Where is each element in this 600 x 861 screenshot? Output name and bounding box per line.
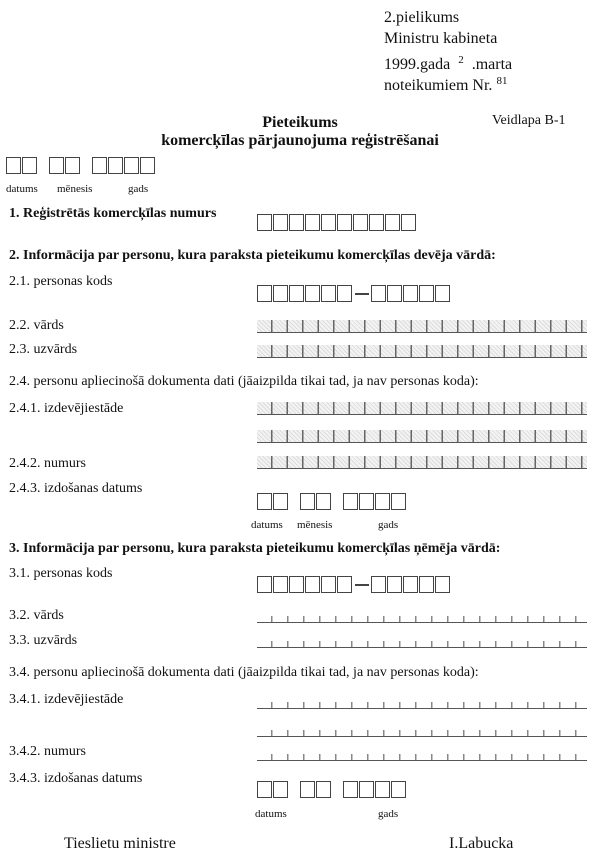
entry-box[interactable]: [305, 576, 320, 593]
entry-box[interactable]: [305, 214, 320, 231]
s2-date-year-label: gads: [378, 519, 399, 531]
entry-box[interactable]: [337, 214, 352, 231]
entry-box[interactable]: [435, 285, 450, 302]
s2-issuer-field-1[interactable]: [257, 402, 587, 415]
date-day-label: datums: [6, 183, 38, 195]
entry-box[interactable]: [49, 157, 64, 174]
code-separator-dash: [355, 584, 369, 586]
s2-last-name-label: 2.3. uzvārds: [9, 342, 78, 357]
entry-box[interactable]: [403, 576, 418, 593]
entry-box[interactable]: [387, 285, 402, 302]
box-gap: [289, 781, 300, 798]
box-gap: [332, 493, 343, 510]
s2-number-field[interactable]: [257, 456, 587, 469]
entry-box[interactable]: [65, 157, 80, 174]
s3-first-name-field[interactable]: [257, 612, 587, 623]
entry-box[interactable]: [289, 576, 304, 593]
entry-box[interactable]: [316, 493, 331, 510]
entry-box[interactable]: [140, 157, 155, 174]
entry-box[interactable]: [273, 576, 288, 593]
entry-box[interactable]: [321, 285, 336, 302]
entry-box[interactable]: [403, 285, 418, 302]
entry-box[interactable]: [321, 214, 336, 231]
entry-box[interactable]: [337, 576, 352, 593]
entry-box[interactable]: [6, 157, 21, 174]
entry-box[interactable]: [353, 214, 368, 231]
entry-box[interactable]: [401, 214, 416, 231]
form-subtitle: komercķīlas pārjaunojuma reģistrēšanai: [161, 132, 439, 149]
entry-box[interactable]: [289, 285, 304, 302]
entry-box[interactable]: [385, 214, 400, 231]
s2-issuer-label: 2.4.1. izdevējiestāde: [9, 401, 124, 416]
box-gap: [289, 493, 300, 510]
entry-box[interactable]: [92, 157, 107, 174]
s3-date-year-label: gads: [378, 808, 399, 820]
entry-box[interactable]: [273, 285, 288, 302]
entry-box[interactable]: [359, 493, 374, 510]
regulation-date: 1999.gada $^2$ .marta: [384, 54, 513, 73]
entry-box[interactable]: [375, 493, 390, 510]
box-gap: [332, 781, 343, 798]
s2-personal-code-label: 2.1. personas kods: [9, 274, 113, 289]
s3-issue-date-label: 3.4.3. izdošanas datums: [9, 771, 143, 786]
entry-box[interactable]: [257, 214, 272, 231]
regulation-number: noteikumiem Nr. $^{81}$: [384, 75, 508, 94]
s3-id-doc-label: 3.4. personu apliecinošā dokumenta dati (jāaizpilda tikai tad, ja nav personas koda):: [9, 665, 479, 680]
box-gap: [38, 157, 49, 174]
form-code: Veidlapa B-1: [492, 113, 566, 128]
entry-box[interactable]: [337, 285, 352, 302]
entry-box[interactable]: [435, 576, 450, 593]
entry-box[interactable]: [375, 781, 390, 798]
pledge-number-label: 1. Reģistrētās komercķīlas numurs: [9, 206, 217, 221]
s3-date-day-label: datums: [255, 808, 287, 820]
entry-box[interactable]: [300, 493, 315, 510]
s2-id-doc-label: 2.4. personu apliecinošā dokumenta dati (jāaizpilda tikai tad, ja nav personas koda):: [9, 374, 479, 389]
s2-first-name-field[interactable]: [257, 320, 587, 333]
entry-box[interactable]: [419, 576, 434, 593]
entry-box[interactable]: [257, 576, 272, 593]
entry-box[interactable]: [369, 214, 384, 231]
date-year-label: gads: [128, 183, 149, 195]
entry-box[interactable]: [305, 285, 320, 302]
entry-box[interactable]: [371, 285, 386, 302]
entry-box[interactable]: [108, 157, 123, 174]
entry-box[interactable]: [273, 214, 288, 231]
entry-box[interactable]: [300, 781, 315, 798]
cabinet-label: Ministru kabineta: [384, 30, 498, 47]
entry-box[interactable]: [391, 781, 406, 798]
date-month-label: mēnesis: [57, 183, 93, 195]
minister-name: I.Labucka: [449, 835, 514, 852]
s2-issuer-field-2[interactable]: [257, 430, 587, 443]
application-date-boxes[interactable]: [6, 157, 156, 174]
s3-personal-code-boxes[interactable]: [257, 576, 451, 593]
entry-box[interactable]: [289, 214, 304, 231]
s2-issue-date-boxes[interactable]: [257, 493, 407, 510]
s2-last-name-field[interactable]: [257, 345, 587, 358]
entry-box[interactable]: [419, 285, 434, 302]
s2-date-month-label: mēnesis: [297, 519, 333, 531]
s3-number-label: 3.4.2. numurs: [9, 744, 86, 759]
entry-box[interactable]: [316, 781, 331, 798]
minister-title: Tieslietu ministre: [64, 835, 176, 852]
entry-box[interactable]: [257, 781, 272, 798]
entry-box[interactable]: [257, 493, 272, 510]
entry-box[interactable]: [321, 576, 336, 593]
s2-first-name-label: 2.2. vārds: [9, 318, 64, 333]
s2-date-day-label: datums: [251, 519, 283, 531]
entry-box[interactable]: [391, 493, 406, 510]
entry-box[interactable]: [273, 493, 288, 510]
s3-last-name-field[interactable]: [257, 637, 587, 648]
s3-issuer-field-2[interactable]: [257, 726, 587, 737]
s3-issuer-field-1[interactable]: [257, 698, 587, 709]
s2-number-label: 2.4.2. numurs: [9, 456, 86, 471]
s3-number-field[interactable]: [257, 750, 587, 761]
entry-box[interactable]: [343, 493, 358, 510]
section-3-heading: 3. Informācija par personu, kura paraksta pieteikumu komercķīlas ņēmēja vārdā:: [9, 541, 501, 556]
entry-box[interactable]: [371, 576, 386, 593]
entry-box[interactable]: [359, 781, 374, 798]
entry-box[interactable]: [273, 781, 288, 798]
s2-issue-date-label: 2.4.3. izdošanas datums: [9, 481, 143, 496]
s3-personal-code-label: 3.1. personas kods: [9, 566, 113, 581]
box-gap: [81, 157, 92, 174]
s3-first-name-label: 3.2. vārds: [9, 608, 64, 623]
annex-label: 2.pielikums: [384, 9, 460, 26]
entry-box[interactable]: [387, 576, 402, 593]
s3-last-name-label: 3.3. uzvārds: [9, 633, 78, 648]
s3-issuer-label: 3.4.1. izdevējiestāde: [9, 692, 124, 707]
entry-box[interactable]: [343, 781, 358, 798]
s2-personal-code-boxes[interactable]: [257, 285, 451, 302]
entry-box[interactable]: [22, 157, 37, 174]
s3-issue-date-boxes[interactable]: [257, 781, 407, 798]
pledge-number-boxes[interactable]: [257, 214, 417, 231]
code-separator-dash: [355, 293, 369, 295]
section-2-heading: 2. Informācija par personu, kura paraksta pieteikumu komercķīlas devēja vārdā:: [9, 248, 496, 263]
entry-box[interactable]: [257, 285, 272, 302]
form-title: Pieteikums: [262, 114, 338, 131]
entry-box[interactable]: [124, 157, 139, 174]
